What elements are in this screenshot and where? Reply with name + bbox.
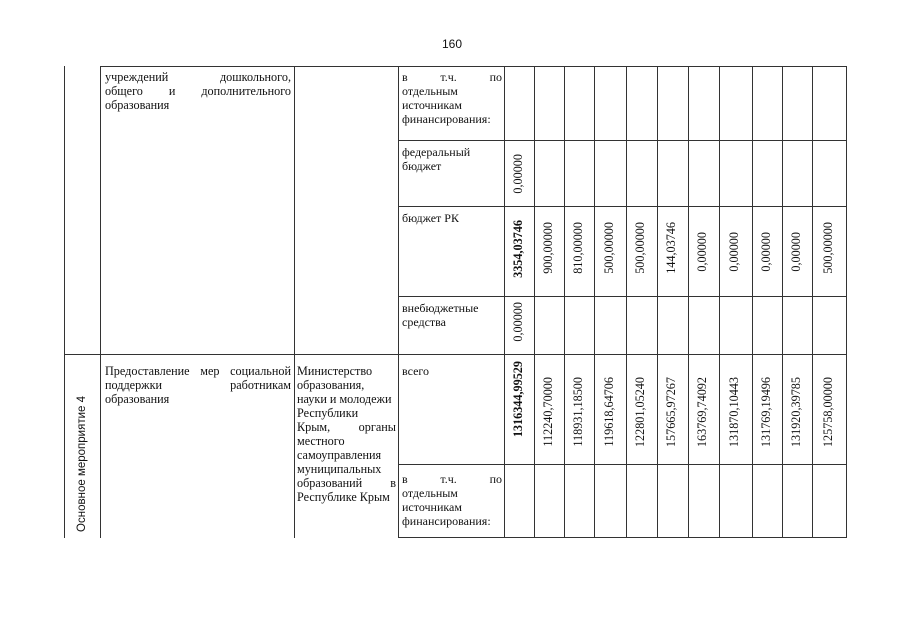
year-value: 0,00000 — [727, 232, 741, 272]
source-label-line: бюджет РК — [402, 211, 459, 225]
table-border-bottom — [398, 537, 847, 538]
year-value: 500,00000 — [602, 222, 616, 274]
total-value: 3354,03746 — [511, 220, 525, 278]
executor-line: самоуправления — [297, 448, 382, 462]
year-value: 118931,18500 — [571, 377, 585, 447]
source-label-line: в т.ч. по — [402, 472, 502, 486]
executor-line: Министерство — [297, 364, 373, 378]
executor-line: Республики — [297, 406, 359, 420]
year-value: 810,00000 — [571, 222, 585, 274]
year-value: 0,00000 — [789, 232, 803, 272]
year-value: 163769,74092 — [695, 377, 709, 448]
row-divider — [398, 296, 847, 297]
year-value: 131870,10443 — [727, 377, 741, 448]
year-value: 122801,05240 — [633, 377, 647, 448]
source-label — [402, 472, 502, 528]
source-label-line: источникам — [402, 500, 462, 514]
activity-name — [105, 364, 291, 406]
source-label — [402, 145, 502, 173]
column-divider — [812, 66, 813, 538]
executor-line: муниципальных — [297, 462, 382, 476]
year-value: 500,00000 — [633, 222, 647, 274]
column-divider — [534, 66, 535, 538]
year-value: 144,03746 — [664, 222, 678, 274]
column-divider — [504, 66, 505, 538]
row-divider — [398, 464, 847, 465]
table-border-right — [846, 66, 847, 538]
column-divider — [752, 66, 753, 538]
year-value: 125758,00000 — [821, 377, 835, 448]
executor-line: образования, — [297, 378, 365, 392]
column-divider — [564, 66, 565, 538]
executor-line: местного — [297, 434, 345, 448]
total-value: 0,00000 — [511, 154, 525, 194]
source-label — [402, 70, 502, 126]
row-divider — [398, 140, 847, 141]
table-border-top — [100, 66, 847, 67]
activity-name-line: поддержки работникам — [105, 378, 291, 392]
year-value: 0,00000 — [759, 232, 773, 272]
column-divider — [626, 66, 627, 538]
activity-name-line: образования — [105, 392, 170, 406]
executor-line: науки и молодежи — [297, 392, 392, 406]
column-divider — [719, 66, 720, 538]
activity-name-line: общего и дополнительного — [105, 84, 291, 98]
budget-table — [64, 66, 847, 538]
year-value: 131920,39785 — [789, 377, 803, 448]
column-divider — [688, 66, 689, 538]
activity-name — [105, 70, 291, 112]
total-value: 0,00000 — [511, 302, 525, 342]
total-value: 1316344,99529 — [511, 361, 525, 438]
source-label-line: финансирования: — [402, 112, 491, 126]
column-divider — [294, 66, 295, 538]
executor — [297, 364, 396, 504]
column-divider — [782, 66, 783, 538]
source-label-line: всего — [402, 364, 430, 378]
column-divider — [594, 66, 595, 538]
column-divider — [398, 66, 399, 538]
executor-line: образований в — [297, 476, 396, 490]
source-label-line: федеральный — [402, 145, 471, 159]
activity-name-line: Предоставление мер социальной — [105, 364, 291, 378]
executor-line: Крым, органы — [297, 420, 396, 434]
source-label-line: внебюджетные — [402, 301, 479, 315]
activity-category: Основное мероприятие 4 — [76, 396, 88, 532]
column-divider — [64, 66, 65, 538]
year-value: 157665,97267 — [664, 377, 678, 448]
source-label-line: отдельным — [402, 84, 458, 98]
source-label-line: бюджет — [402, 159, 442, 173]
source-label-line: в т.ч. по — [402, 70, 502, 84]
column-divider — [657, 66, 658, 538]
year-value: 119618,64706 — [602, 377, 616, 447]
year-value: 900,00000 — [541, 222, 555, 274]
row-divider — [398, 206, 847, 207]
source-label-line: финансирования: — [402, 514, 491, 528]
page-number: 160 — [441, 37, 463, 51]
source-label — [402, 364, 502, 378]
activity-name-line: учреждений дошкольного, — [105, 70, 291, 84]
year-value: 500,00000 — [821, 222, 835, 274]
source-label-line: отдельным — [402, 486, 458, 500]
source-label-line: источникам — [402, 98, 462, 112]
source-label-line: средства — [402, 315, 447, 329]
row-divider — [64, 354, 847, 355]
source-label — [402, 211, 502, 225]
executor-line: Республике Крым — [297, 490, 390, 504]
activity-name-line: образования — [105, 98, 170, 112]
year-value: 131769,19496 — [759, 377, 773, 448]
year-value: 0,00000 — [695, 232, 709, 272]
year-value: 112240,70000 — [541, 377, 555, 447]
source-label — [402, 301, 502, 329]
column-divider — [100, 66, 101, 538]
